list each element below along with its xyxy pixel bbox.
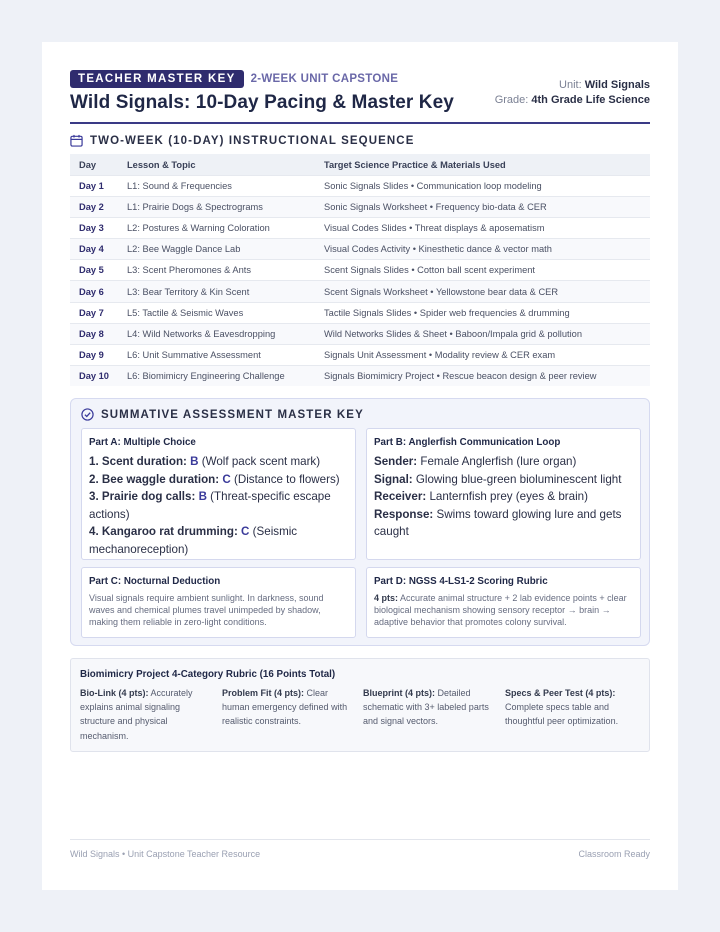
rubric-title: Biomimicry Project 4-Category Rubric (16 Points Total) (80, 669, 336, 680)
table-row (70, 302, 650, 323)
day-cell: Day 5 (70, 260, 118, 281)
answer-item: 2. Bee waggle duration: C (Distance to flowers) (89, 472, 340, 486)
rubric-item: Problem Fit (4 pts): Clear human emergency defined with realistic constraints. (222, 688, 348, 727)
lesson-cell: L3: Scent Pheromones & Ants (118, 260, 315, 281)
rubric-item: Blueprint (4 pts): Detailed schematic with 3+ labeled parts and signal vectors. (363, 688, 489, 727)
target-cell: Scent Signals Slides • Cotton ball scent experiment (315, 260, 650, 281)
grade-value: 4th Grade Life Science (531, 93, 650, 106)
part-d-text: 4 pts: Accurate animal structure + 2 lab evidence points + clear biological mechanism showing sensory receptor → brain → adaptive behavior that promotes colony survival. (374, 593, 627, 628)
footer-right: Classroom Ready (578, 849, 650, 859)
loop-item: Response: Swims toward glowing lure and gets caught (374, 507, 622, 539)
day-cell: Day 6 (70, 281, 118, 302)
table-row (70, 218, 650, 239)
part-b-loop (374, 453, 634, 541)
lesson-cell: L3: Bear Territory & Kin Scent (118, 281, 315, 302)
day-cell: Day 2 (70, 197, 118, 218)
target-cell: Tactile Signals Slides • Spider web frequencies & drumming (315, 302, 650, 323)
part-c-title: Part C: Nocturnal Deduction (89, 576, 221, 587)
assessment-heading-text: SUMMATIVE ASSESSMENT MASTER KEY (101, 408, 364, 421)
day-cell: Day 1 (70, 176, 118, 197)
answer-item: 3. Prairie dog calls: B (Threat-specific escape actions) (89, 490, 331, 521)
target-cell: Scent Signals Worksheet • Yellowstone bear data & CER (315, 281, 650, 302)
day-cell: Day 9 (70, 344, 118, 365)
target-cell: Wild Networks Slides & Sheet • Baboon/Impala grid & pollution (315, 323, 650, 344)
target-cell: Sonic Signals Worksheet • Frequency bio-data & CER (315, 197, 650, 218)
footer-left: Wild Signals • Unit Capstone Teacher Resource (70, 849, 261, 859)
loop-item: Receiver: Lanternfish prey (eyes & brain) (374, 490, 588, 504)
teacher-key-badge: TEACHER MASTER KEY (70, 70, 244, 88)
part-a-card (81, 428, 356, 560)
lesson-cell: L1: Prairie Dogs & Spectrograms (118, 197, 315, 218)
target-cell: Signals Biomimicry Project • Rescue beacon design & peer review (315, 365, 650, 386)
unit-label: Unit: (559, 79, 582, 91)
table-row (70, 344, 650, 365)
part-c-text: Visual signals require ambient sunlight. In darkness, sound waves and chemical plumes travel unimpeded by shadow, making them reliable in zero-light conditions. (89, 593, 324, 628)
rubric-item: Bio-Link (4 pts): Accurately explains animal signaling structure and physical mechanism. (80, 688, 193, 741)
part-d-card (366, 567, 641, 638)
table-row (70, 281, 650, 302)
header-divider (70, 122, 650, 124)
document-page (42, 42, 678, 890)
biomimicry-rubric (70, 658, 650, 752)
day-cell: Day 3 (70, 218, 118, 239)
sequence-table (70, 154, 650, 386)
day-cell: Day 8 (70, 323, 118, 344)
assessment-key-panel (70, 398, 650, 646)
lesson-cell: L6: Unit Summative Assessment (118, 344, 315, 365)
grade-label: Grade: (494, 93, 529, 106)
unit-value: Wild Signals (584, 79, 650, 91)
part-d-title: Part D: NGSS 4-LS1-2 Scoring Rubric (374, 576, 548, 587)
sequence-heading (70, 134, 415, 147)
unit-meta (495, 78, 650, 107)
part-b-card (366, 428, 641, 560)
col-target: Target Science Practice & Materials Used (315, 154, 650, 176)
part-b-title: Part B: Anglerfish Communication Loop (374, 437, 561, 448)
lesson-cell: L2: Bee Waggle Dance Lab (118, 239, 315, 260)
table-header-row (70, 154, 650, 176)
col-day: Day (70, 154, 118, 176)
part-c-card (81, 567, 356, 638)
rubric-item: Specs & Peer Test (4 pts): Complete specs table and thoughtful peer optimization. (505, 688, 619, 727)
table-row (70, 239, 650, 260)
answer-item: 1. Scent duration: B (Wolf pack scent mark) (89, 455, 321, 468)
sequence-heading-text: TWO-WEEK (10-DAY) INSTRUCTIONAL SEQUENCE (90, 134, 415, 147)
loop-item: Signal: Glowing blue-green bioluminescent light (374, 472, 622, 486)
unit-capstone-tag: 2-WEEK UNIT CAPSTONE (250, 73, 399, 85)
table-row (70, 260, 650, 281)
check-circle-icon (81, 408, 94, 421)
target-cell: Visual Codes Activity • Kinesthetic dance & vector math (315, 239, 650, 260)
lesson-cell: L5: Tactile & Seismic Waves (118, 302, 315, 323)
day-cell: Day 7 (70, 302, 118, 323)
lesson-cell: L1: Sound & Frequencies (118, 176, 315, 197)
loop-item: Sender: Female Anglerfish (lure organ) (374, 455, 577, 468)
col-lesson: Lesson & Topic (118, 154, 315, 176)
target-cell: Visual Codes Slides • Threat displays & aposematism (315, 218, 650, 239)
footer-divider (70, 839, 650, 840)
part-a-answers (89, 453, 349, 559)
table-row (70, 365, 650, 386)
lesson-cell: L6: Biomimicry Engineering Challenge (118, 365, 315, 386)
target-cell: Signals Unit Assessment • Modality review & CER exam (315, 344, 650, 365)
calendar-icon (70, 134, 83, 147)
part-a-title: Part A: Multiple Choice (89, 437, 196, 448)
target-cell: Sonic Signals Slides • Communication loop modeling (315, 176, 650, 197)
lesson-cell: L4: Wild Networks & Eavesdropping (118, 323, 315, 344)
table-row (70, 176, 650, 197)
day-cell: Day 4 (70, 239, 118, 260)
table-row (70, 323, 650, 344)
page-title: Wild Signals: 10-Day Pacing & Master Key (70, 92, 454, 113)
assessment-heading (81, 408, 364, 421)
table-row (70, 197, 650, 218)
header-tags (70, 70, 398, 88)
answer-item: 4. Kangaroo rat drumming: C (Seismic mechanoreception) (89, 525, 298, 556)
day-cell: Day 10 (70, 365, 118, 386)
lesson-cell: L2: Postures & Warning Coloration (118, 218, 315, 239)
